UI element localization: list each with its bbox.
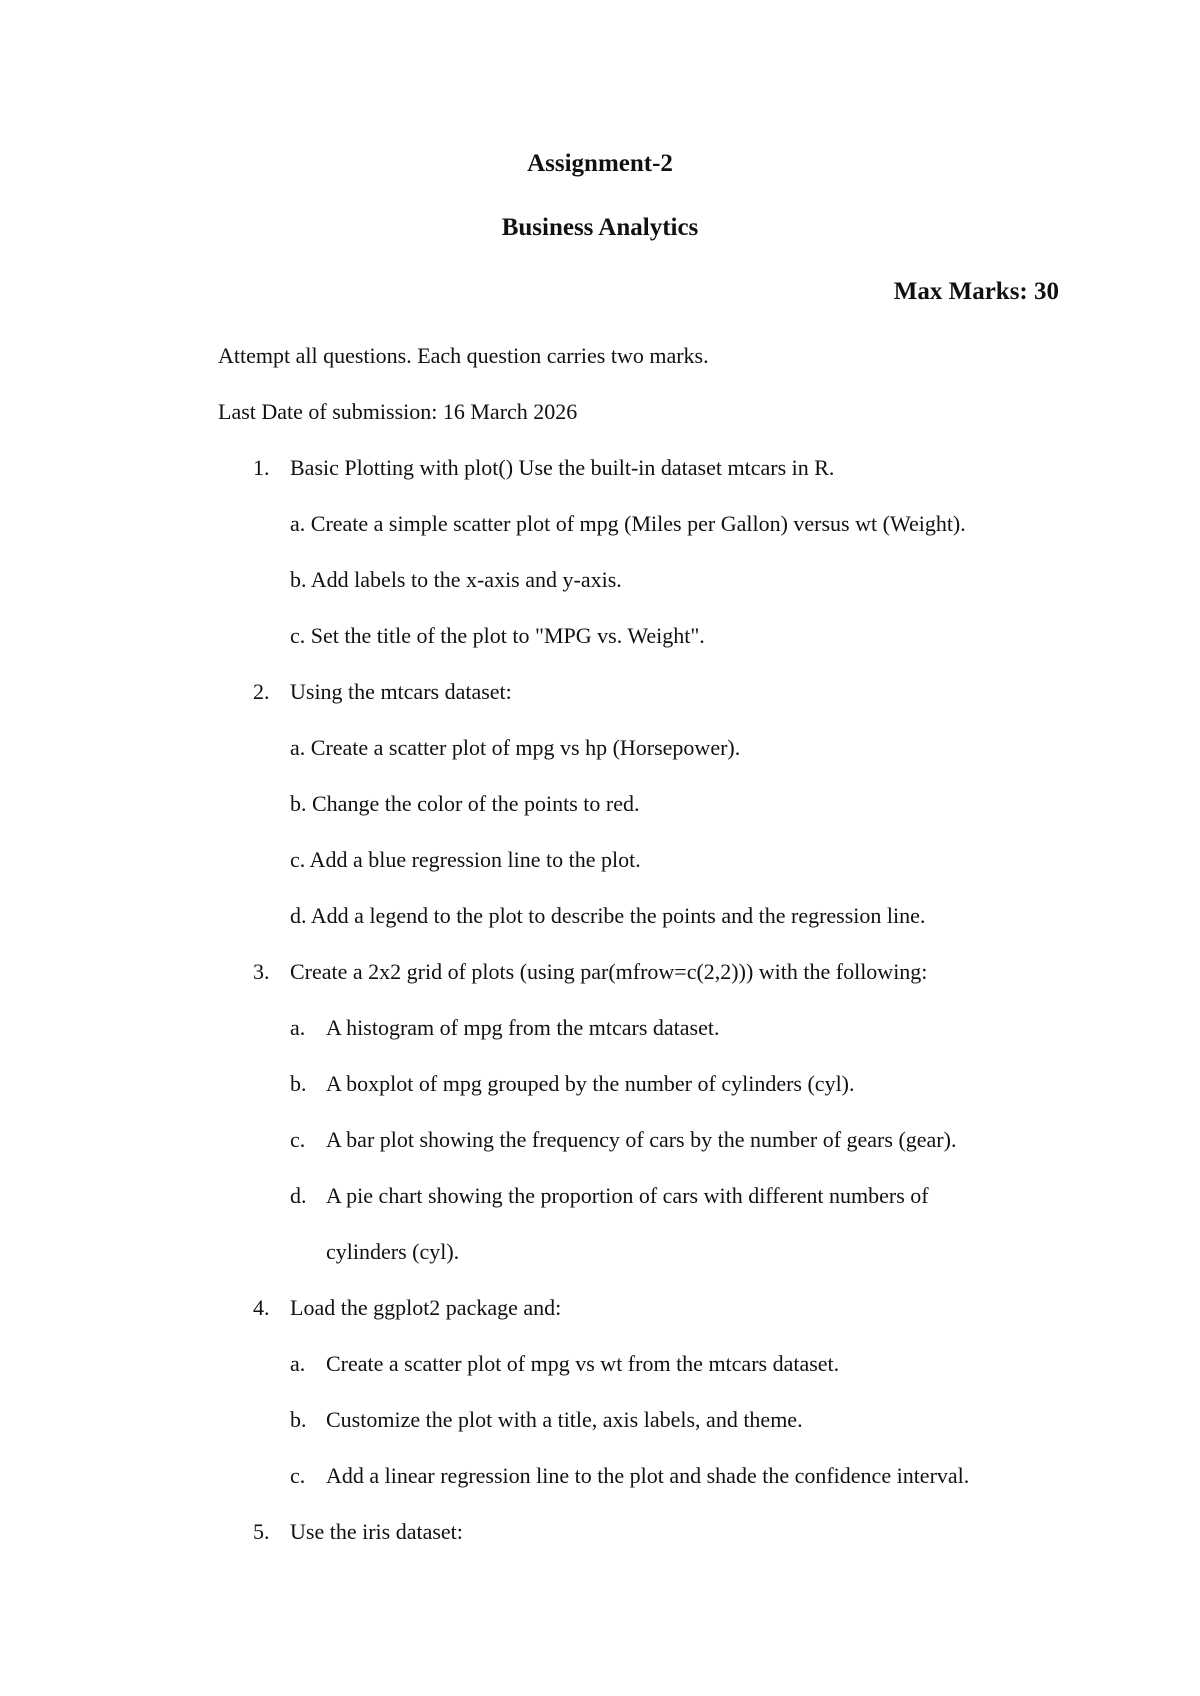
sub-question-letter: a. <box>290 1351 306 1376</box>
question-text: Using the mtcars dataset: <box>290 679 512 704</box>
sub-question: d. Add a legend to the plot to describe the points and the regression line. <box>290 903 926 928</box>
max-marks: Max Marks: 30 <box>893 278 1059 305</box>
sub-question-text: Add a linear regression line to the plot and shade the confidence interval. <box>326 1463 970 1488</box>
sub-question-letter: a. <box>290 1015 306 1040</box>
sub-question-text: A boxplot of mpg grouped by the number of cylinders (cyl). <box>326 1071 855 1096</box>
sub-question-text: A pie chart showing the proportion of cars with different numbers of <box>326 1183 929 1208</box>
sub-question-text-continued: cylinders (cyl). <box>326 1239 460 1264</box>
sub-question: a. Create a simple scatter plot of mpg (Miles per Gallon) versus wt (Weight). <box>290 511 966 536</box>
sub-question-text: A histogram of mpg from the mtcars dataset. <box>326 1015 720 1040</box>
instructions: Attempt all questions. Each question carries two marks. <box>218 343 709 368</box>
sub-question-text: A bar plot showing the frequency of cars by the number of gears (gear). <box>326 1127 957 1152</box>
sub-question-text: Create a scatter plot of mpg vs wt from the mtcars dataset. <box>326 1351 840 1376</box>
sub-question: c. Set the title of the plot to "MPG vs. Weight". <box>290 623 705 648</box>
question-text: Load the ggplot2 package and: <box>290 1295 562 1320</box>
sub-question: a. Create a scatter plot of mpg vs hp (Horsepower). <box>290 735 741 760</box>
submission-deadline: Last Date of submission: 16 March 2026 <box>218 399 578 424</box>
sub-question-letter: b. <box>290 1071 307 1096</box>
document-subtitle: Business Analytics <box>501 214 699 241</box>
sub-question: b. Change the color of the points to red. <box>290 791 640 816</box>
question-text: Create a 2x2 grid of plots (using par(mfrow=c(2,2))) with the following: <box>290 959 928 984</box>
sub-question-letter: c. <box>290 1463 306 1488</box>
sub-question-letter: d. <box>290 1183 307 1208</box>
sub-question-letter: b. <box>290 1407 307 1432</box>
question-number: 1. <box>253 455 270 480</box>
question-number: 5. <box>253 1519 270 1544</box>
question-number: 3. <box>253 959 270 984</box>
sub-question-text: Customize the plot with a title, axis labels, and theme. <box>326 1407 803 1432</box>
document-title: Assignment-2 <box>527 150 673 177</box>
question-number: 4. <box>253 1295 270 1320</box>
sub-question: b. Add labels to the x-axis and y-axis. <box>290 567 622 592</box>
question-text: Use the iris dataset: <box>290 1519 463 1544</box>
sub-question-letter: c. <box>290 1127 306 1152</box>
sub-question: c. Add a blue regression line to the plot. <box>290 847 641 872</box>
question-number: 2. <box>253 679 270 704</box>
question-text: Basic Plotting with plot() Use the built-in dataset mtcars in R. <box>290 455 835 480</box>
